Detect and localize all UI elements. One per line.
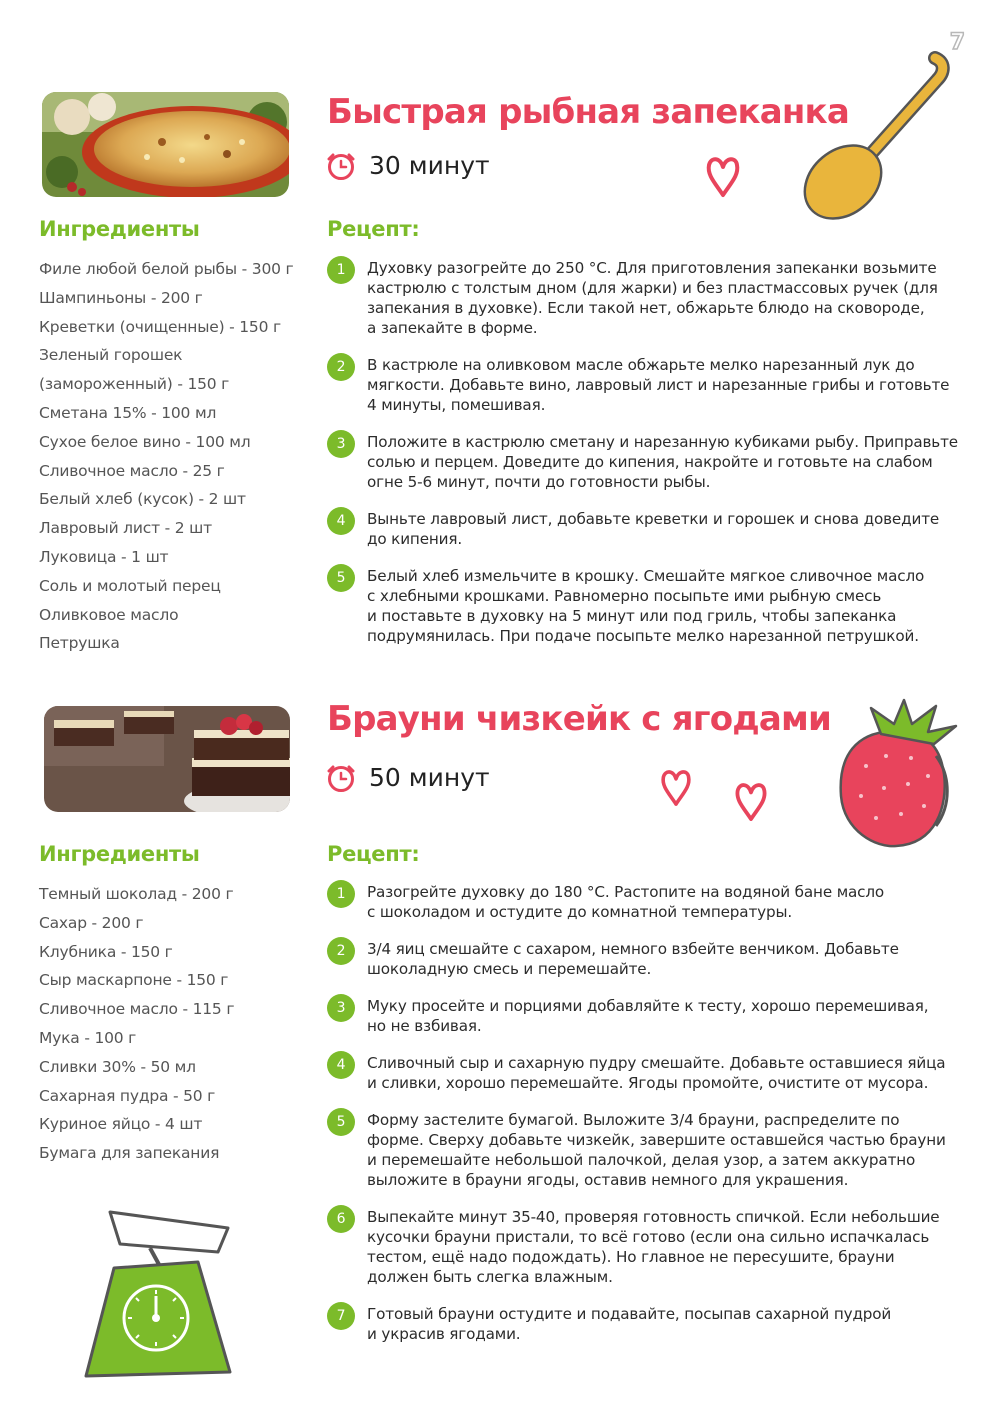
recipe-step <box>327 509 940 549</box>
time-label: 50 минут <box>369 763 490 792</box>
ingredient-item: Сыр маскарпоне - 150 г <box>39 971 229 990</box>
step-text-line: тестом, ещё надо подождать). Но главное не пересушите, брауни <box>367 1248 895 1266</box>
step-text-line: Муку просейте и порциями добавляйте к тесту, хорошо перемешивая, <box>367 997 929 1015</box>
step-number-badge: 7 <box>327 1302 355 1330</box>
step-text-line: Выпекайте минут 35-40, проверяя готовность спичкой. Если небольшие <box>367 1208 940 1226</box>
step-text-line: Белый хлеб измельчите в крошку. Смешайте мягкое сливочное масло <box>367 567 925 585</box>
ingredient-item: Лавровый лист - 2 шт <box>39 519 212 538</box>
step-text-line: должен быть слегка влажным. <box>367 1268 613 1286</box>
time-label: 30 минут <box>369 151 490 180</box>
ingredient-item: Куриное яйцо - 4 шт <box>39 1115 203 1134</box>
ingredient-item: Сливочное масло - 25 г <box>39 461 225 480</box>
step-text-line: а запекайте в форме. <box>367 319 538 337</box>
page-number: 7 <box>949 30 965 55</box>
ingredient-item: Сметана 15% - 100 мл <box>39 403 217 422</box>
ingredient-item: Мука - 100 г <box>39 1028 137 1047</box>
heart-icon <box>703 153 743 199</box>
ingredient-item: Белый хлеб (кусок) - 2 шт <box>39 490 246 509</box>
kitchen-scale-icon <box>80 1200 240 1380</box>
ingredient-item: Сахар - 200 г <box>39 913 144 932</box>
step-text-line: Форму застелите бумагой. Выложите 3/4 брауни, распределите по <box>367 1111 900 1129</box>
step-text-line: шоколадную смесь и перемешайте. <box>367 960 652 978</box>
ingredient-item: Клубника - 150 г <box>39 942 173 961</box>
recipe-step <box>327 1053 946 1093</box>
step-text-line: и сливки, хорошо перемешайте. Ягоды промойте, очистите от мусора. <box>367 1074 929 1092</box>
ingredient-item: Креветки (очищенные) - 150 г <box>39 317 281 336</box>
ingredients-list <box>39 880 234 1168</box>
heart-icon <box>658 764 694 810</box>
step-text-line: солью и перцем. Доведите до кипения, накройте и готовьте на слабом <box>367 453 933 471</box>
step-number-badge: 5 <box>327 564 355 592</box>
step-text-line: Сливочный сыр и сахарную пудру смешайте. Добавьте оставшиеся яйца <box>367 1054 946 1072</box>
recipe-step <box>327 1110 946 1190</box>
recipe-step <box>327 432 958 492</box>
step-text-line: кастрюлю с толстым дном (для жарки) и без пластмассовых ручек (для <box>367 279 938 297</box>
step-text-line: и перемешайте небольшой палочкой, делая узор, а затем аккуратно <box>367 1151 916 1169</box>
recipe-title: Быстрая рыбная запеканка <box>327 92 849 132</box>
step-text-line: Разогрейте духовку до 180 °С. Растопите на водяной бане масло <box>367 883 885 901</box>
casserole-photo <box>42 92 289 197</box>
step-text-line: Выньте лавровый лист, добавьте креветки и горошек и снова доведите <box>367 510 940 528</box>
step-text-line: запекания в духовке). Если такой нет, обжарьте блюдо на сковороде, <box>367 299 925 317</box>
step-text-line: выложите в брауни ягоды, оставив немного для украшения. <box>367 1171 849 1189</box>
wooden-spoon-icon <box>795 50 955 220</box>
step-text-line: но не взбивая. <box>367 1017 482 1035</box>
clock-icon <box>327 764 355 792</box>
step-text-line: с шоколадом и остудите до комнатной температуры. <box>367 903 792 921</box>
recipe-step <box>327 258 937 338</box>
step-text-line: форме. Сверху добавьте чизкейк, завершите оставшейся частью брауни <box>367 1131 946 1149</box>
step-number-badge: 6 <box>327 1205 355 1233</box>
ingredient-item: Сухое белое вино - 100 мл <box>39 432 251 451</box>
recipe-step <box>327 996 937 1036</box>
ingredient-item: Шампиньоны - 200 г <box>39 288 203 307</box>
ingredient-item: Сахарная пудра - 50 г <box>39 1086 216 1105</box>
recipe-heading: Рецепт: <box>327 842 420 866</box>
step-number-badge: 2 <box>327 353 355 381</box>
step-text-line: Готовый брауни остудите и подавайте, посыпав сахарной пудрой <box>367 1305 892 1323</box>
step-text-line: мягкости. Добавьте вино, лавровый лист и нарезанные грибы и готовьте <box>367 376 950 394</box>
step-number-badge: 2 <box>327 937 355 965</box>
brownie-photo <box>44 706 290 812</box>
ingredient-item: Петрушка <box>39 634 120 653</box>
recipe-step <box>327 939 937 979</box>
ingredient-item: Сливки 30% - 50 мл <box>39 1057 196 1076</box>
strawberry-icon <box>836 696 966 852</box>
ingredients-heading: Ингредиенты <box>39 842 200 866</box>
step-text-line: кусочки брауни пристали, то всё готово (если она сильно испачкалась <box>367 1228 930 1246</box>
clock-icon <box>327 152 355 180</box>
step-number-badge: 4 <box>327 507 355 535</box>
ingredient-item: Оливковое масло <box>39 605 179 624</box>
step-number-badge: 5 <box>327 1108 355 1136</box>
step-text-line: и украсив ягодами. <box>367 1325 521 1343</box>
step-number-badge: 3 <box>327 994 355 1022</box>
step-text-line: Духовку разогрейте до 250 °С. Для приготовления запеканки возьмите <box>367 259 937 277</box>
ingredient-item: Соль и молотый перец <box>39 576 221 595</box>
step-number-badge: 1 <box>327 256 355 284</box>
step-text-line: с хлебными крошками. Равномерно посыпьте ими рыбную смесь <box>367 587 882 605</box>
ingredient-item: Луковица - 1 шт <box>39 547 169 566</box>
ingredients-list <box>39 255 293 658</box>
steps-list <box>327 882 946 1361</box>
ingredient-item: Филе любой белой рыбы - 300 г <box>39 260 294 278</box>
recipe-step <box>327 1304 937 1344</box>
step-number-badge: 1 <box>327 880 355 908</box>
ingredients-heading: Ингредиенты <box>39 217 200 241</box>
ingredient-item: Бумага для запекания <box>39 1144 220 1163</box>
ingredient-item: Сливочное масло - 115 г <box>39 1000 235 1019</box>
recipe-step <box>327 1207 940 1287</box>
ingredient-item: (замороженный) - 150 г <box>39 375 230 394</box>
recipe-title: Брауни чизкейк с ягодами <box>327 699 832 739</box>
recipe-step <box>327 355 950 415</box>
recipe-step <box>327 566 937 646</box>
step-text-line: 3/4 яиц смешайте с сахаром, немного взбейте венчиком. Добавьте <box>367 940 899 958</box>
cooking-time <box>327 763 490 792</box>
recipe-step <box>327 882 937 922</box>
step-text-line: подрумянилась. При подаче посыпьте мелко нарезанной петрушкой. <box>367 627 919 645</box>
step-number-badge: 4 <box>327 1051 355 1079</box>
recipe-heading: Рецепт: <box>327 217 420 241</box>
heart-icon <box>732 778 770 824</box>
step-text-line: огне 5-6 минут, почти до готовности рыбы. <box>367 473 711 491</box>
cooking-time <box>327 151 490 180</box>
step-number-badge: 3 <box>327 430 355 458</box>
ingredient-item: Темный шоколад - 200 г <box>39 885 234 903</box>
step-text-line: и поставьте в духовку на 5 минут или под гриль, чтобы запеканка <box>367 607 897 625</box>
step-text-line: Положите в кастрюлю сметану и нарезанную кубиками рыбу. Приправьте <box>367 433 958 451</box>
ingredient-item: Зеленый горошек <box>39 346 183 365</box>
step-text-line: В кастрюле на оливковом масле обжарьте мелко нарезанный лук до <box>367 356 915 374</box>
steps-list <box>327 258 958 663</box>
step-text-line: до кипения. <box>367 530 463 548</box>
step-text-line: 4 минуты, помешивая. <box>367 396 546 414</box>
